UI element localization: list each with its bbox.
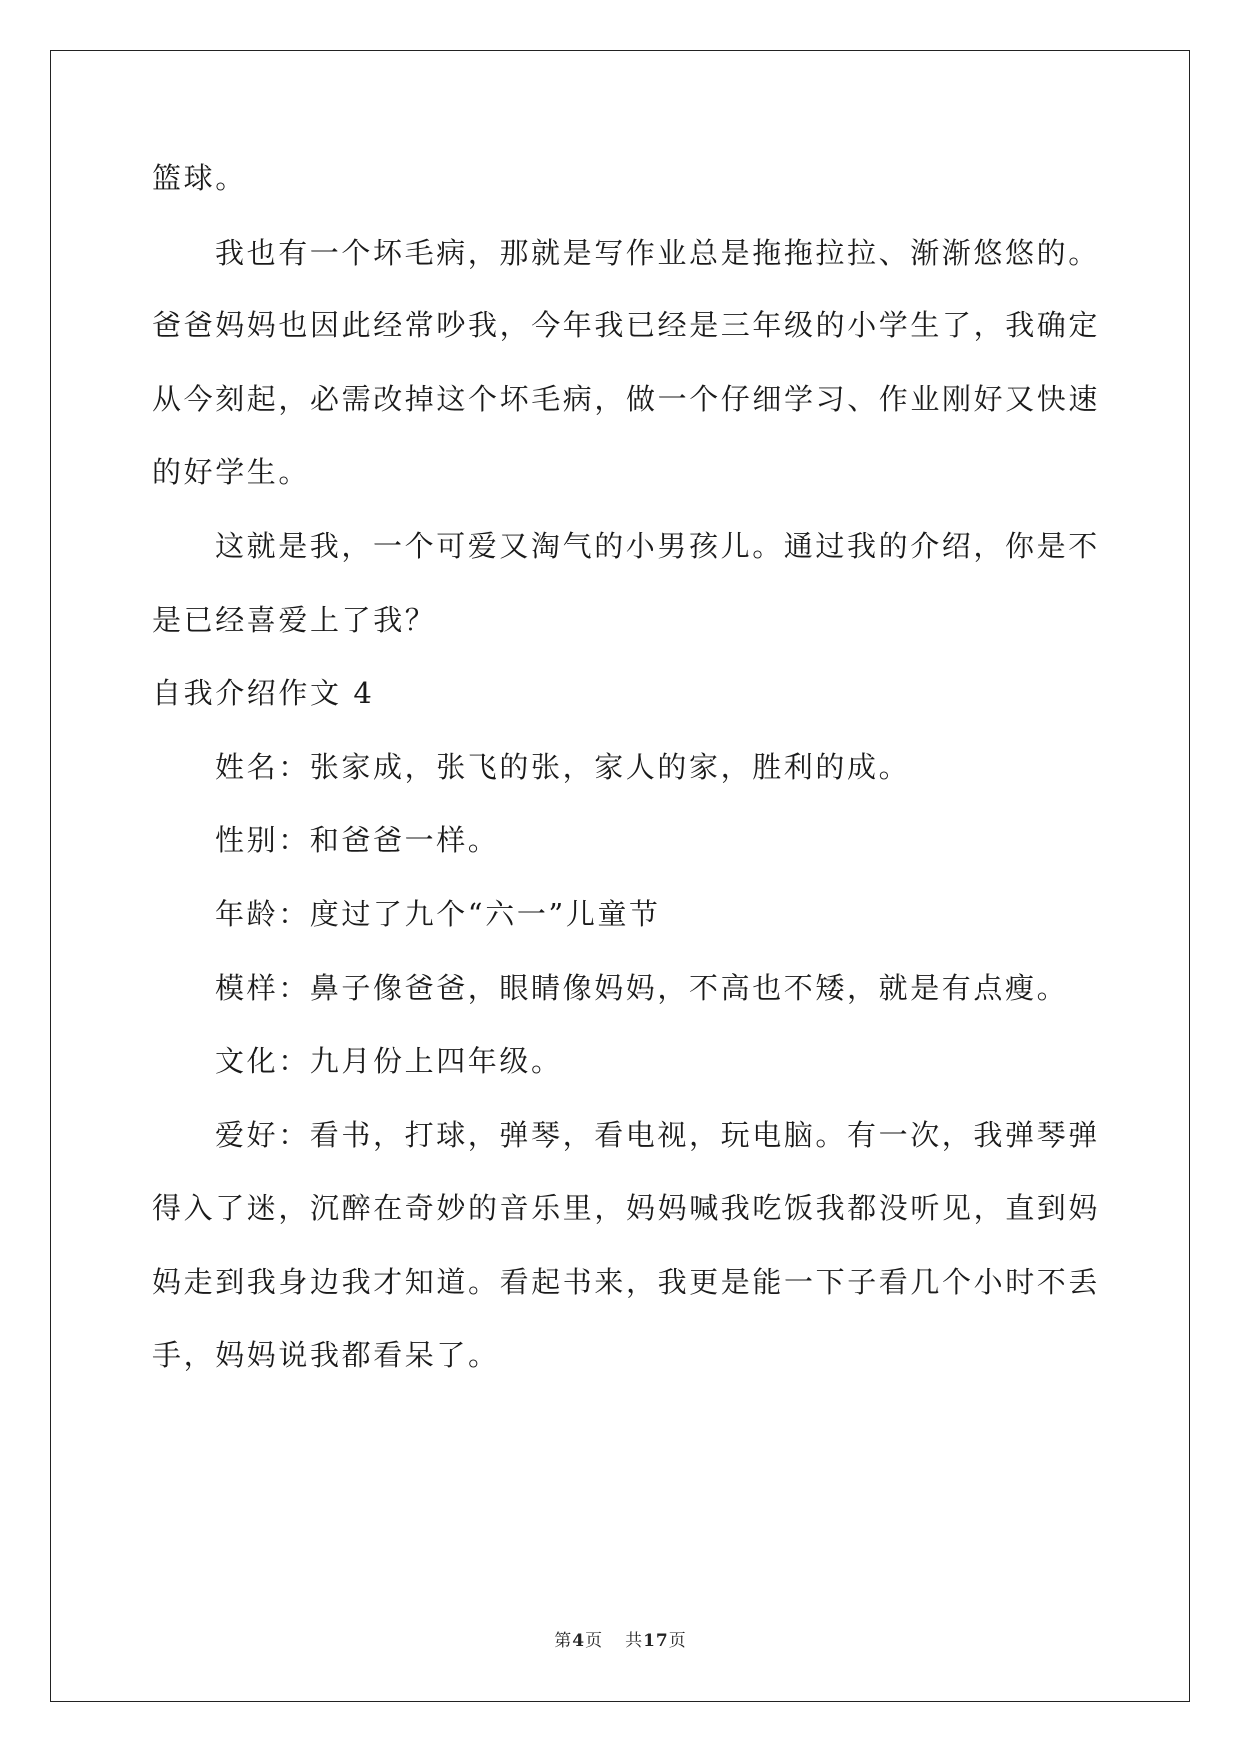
paragraph-line: 性别：和爸爸一样。 (215, 823, 500, 857)
paragraph-line: 文化：九月份上四年级。 (215, 1044, 563, 1078)
paragraph-line: 爱好：看书，打球，弹琴，看电视，玩电脑。有一次，我弹琴弹 (215, 1118, 1100, 1152)
footer-prefix: 第 (554, 1631, 573, 1651)
paragraph-line: 年龄：度过了九个“六一”儿童节 (215, 897, 661, 931)
paragraph-line: 我也有一个坏毛病，那就是写作业总是拖拖拉拉、渐渐悠悠的。 (215, 236, 1100, 270)
text-line: 得入了迷，沉醉在奇妙的音乐里，妈妈喊我吃饭我都没听见，直到妈 (152, 1191, 1101, 1225)
page-suffix: 页 (585, 1631, 604, 1651)
text-line: 妈走到我身边我才知道。看起书来，我更是能一下子看几个小时不丢 (152, 1265, 1101, 1299)
page-number: 4 (572, 1631, 586, 1651)
text-line: 的好学生。 (152, 455, 311, 489)
paragraph-line: 这就是我，一个可爱又淘气的小男孩儿。通过我的介绍，你是不 (215, 529, 1100, 563)
text-line: 篮球。 (152, 161, 247, 195)
page-border (50, 50, 1190, 1702)
section-heading: 自我介绍作文 4 (152, 676, 375, 710)
text-line: 手，妈妈说我都看呆了。 (152, 1338, 500, 1372)
text-line: 从今刻起，必需改掉这个坏毛病，做一个仔细学习、作业刚好又快速 (152, 382, 1101, 416)
total-suffix: 页 (668, 1631, 687, 1651)
text-line: 是已经喜爱上了我？ (152, 603, 437, 637)
page-footer (0, 1626, 1241, 1651)
total-prefix: 共 (625, 1631, 644, 1651)
total-pages: 17 (643, 1631, 669, 1651)
paragraph-line: 模样：鼻子像爸爸，眼睛像妈妈，不高也不矮，就是有点瘦。 (215, 971, 1069, 1005)
paragraph-line: 姓名：张家成，张飞的张，家人的家，胜利的成。 (215, 750, 911, 784)
text-line: 爸爸妈妈也因此经常吵我，今年我已经是三年级的小学生了，我确定 (152, 308, 1101, 342)
